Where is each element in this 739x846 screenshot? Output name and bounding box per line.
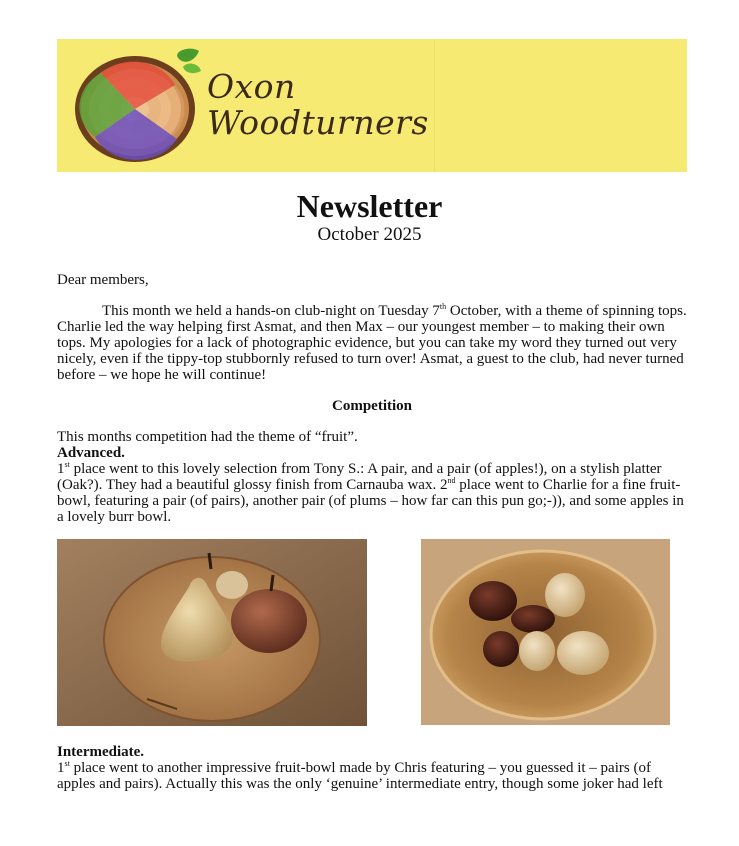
adv-first: 1 [57,461,65,477]
adv-text-b: place went to Charlie for a fine fruit-bowl, featuring a pair (of pairs), another pair (of plums – how far can this pun go;-)), and some apples in a lovely burr bowl. [57,477,684,525]
intro-sup: th [439,302,447,311]
advanced-paragraph [57,461,687,525]
int-first: 1 [57,760,65,776]
adv-text-a: place went to this lovely selection from Tony S.: A pair, and a pair (of apples!), on a stylish platter (Oak?). They had a beautiful glossy finish from Carnauba wax. 2 [57,461,662,493]
advanced-label: Advanced. [57,445,125,461]
intermediate-label: Intermediate. [57,744,145,760]
club-name-line2: Woodturners [207,103,429,142]
greeting: Dear members, [57,272,149,288]
club-name-line1: Oxon [207,67,296,106]
header-banner [57,39,687,172]
club-logo-icon [71,45,207,165]
int-text-a: place went to another impressive fruit-bowl made by Chris featuring – you guessed it – pairs (of apples and pairs). Actually this was the only ‘genuine’ intermediate entry, though some joker had left [57,760,663,792]
banner-divider [434,39,435,172]
advanced-second-place-photo [421,539,670,725]
intermediate-paragraph [57,760,687,792]
advanced-first-place-photo [57,539,367,726]
intro-paragraph [57,303,687,383]
intro-text-a: This month we held a hands-on club-night on Tuesday 7 [102,303,440,319]
int-first-sup: st [64,759,70,768]
intro-text-b: October, with a theme of spinning tops. Charlie led the way helping first Asmat, and then Max – our youngest member – to making their own tops. My apologies for a lack of photographic evidence, but you can take my word they turned out very nicely, even if the tippy-top stubbornly refused to turn over! Asmat, a guest to the club, had never turned before – we hope he will continue! [57,303,687,383]
newsletter-date: October 2025 [317,224,422,245]
club-name [207,69,429,141]
adv-first-sup: st [64,460,70,469]
competition-theme: This months competition had the theme of “fruit”. [57,429,358,445]
competition-heading: Competition [332,398,412,414]
newsletter-title: Newsletter [296,188,443,224]
adv-second-sup: nd [447,476,456,485]
